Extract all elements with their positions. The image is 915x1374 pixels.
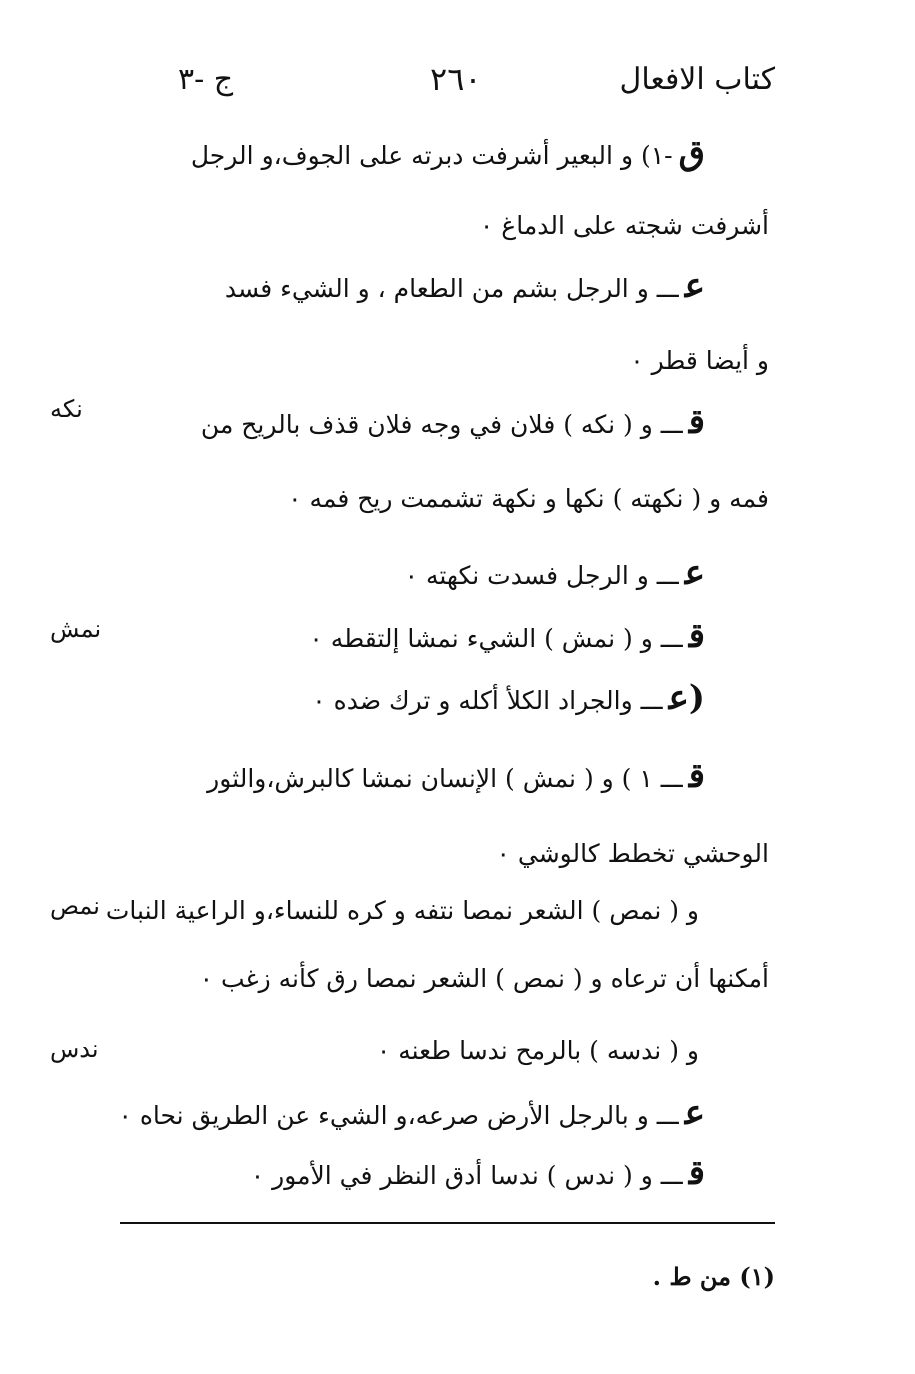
siglum: ق [688,756,705,796]
line-text: -١) و البعير أشرفت دبرته على الجوف،و الرجل [190,141,673,170]
text-line-4 [150,340,775,377]
text-line-9 [150,680,775,717]
line-text: ـــ و بالرجل الأرض صرعه،و الشيء عن الطريق نحاه ٠ [118,1101,679,1130]
text-line-5 [150,404,775,441]
text-line-8 [150,618,775,655]
page-number: ٢٦٠ [430,60,482,98]
margin-note-nadasa: ندس [50,1035,99,1063]
margin-note-nakaha: نكه [50,395,83,423]
text-line-16 [150,1155,775,1192]
text-line-11 [150,833,775,870]
text-line-12 [105,890,775,927]
text-line-14 [150,1030,775,1067]
line-text: الوحشي تخطط كالوشي ٠ [496,839,769,868]
volume-label: ج -٣ [178,62,234,97]
line-text: ـــ و الرجل بشم من الطعام ، و الشيء فسد [224,274,679,303]
footnote-divider [120,1222,775,1224]
margin-note-namasa: نمص [50,892,100,920]
line-text: ـــ و الرجل فسدت نكهته ٠ [404,561,679,590]
siglum: (ع [668,678,705,718]
siglum: ق [688,402,705,442]
text-line-15 [118,1093,775,1133]
text-line-10 [150,758,775,795]
siglum: ع [684,266,705,306]
margin-note-namasha: نمش [50,615,102,643]
siglum: ع [684,553,705,593]
text-line-1 [150,135,775,172]
line-text: أمكنها أن ترعاه و ( نمص ) الشعر نمصا رق كأنه زغب ٠ [199,964,769,993]
running-title: كتاب الافعال [619,62,775,97]
line-text: و ( نمص ) الشعر نمصا نتفه و كره للنساء،و الراعية النبات [105,896,699,925]
text-line-13 [150,958,775,995]
line-text: و أيضا قطر ٠ [630,346,769,375]
line-text: ـــ و ( نمش ) الشيء نمشا إلتقطه ٠ [309,624,683,653]
line-text: ـــ ١ ) و ( نمش ) الإنسان نمشا كالبرش،والثور [207,764,683,793]
text-line-2 [150,205,775,242]
siglum: ق [688,616,705,656]
line-text: ـــ و ( ندس ) ندسا أدق النظر في الأمور ٠ [250,1161,683,1190]
text-line-7 [150,555,775,592]
text-line-6 [150,478,775,515]
footnote: (١) من ط . [652,1262,775,1291]
line-text: ـــ والجراد الكلأ أكله و ترك ضده ٠ [312,686,663,715]
siglum: ق [678,133,705,173]
line-text: أشرفت شجته على الدماغ ٠ [479,211,769,240]
text-line-3 [150,268,775,305]
line-text: ـــ و ( نكه ) فلان في وجه فلان قذف بالريح من [200,410,683,439]
siglum: ع [684,1093,705,1133]
siglum: ق [688,1153,705,1193]
line-text: فمه و ( نكهته ) نكها و نكهة تشممت ريح فمه ٠ [288,484,769,513]
line-text: و ( ندسه ) بالرمح ندسا طعنه ٠ [376,1036,699,1065]
